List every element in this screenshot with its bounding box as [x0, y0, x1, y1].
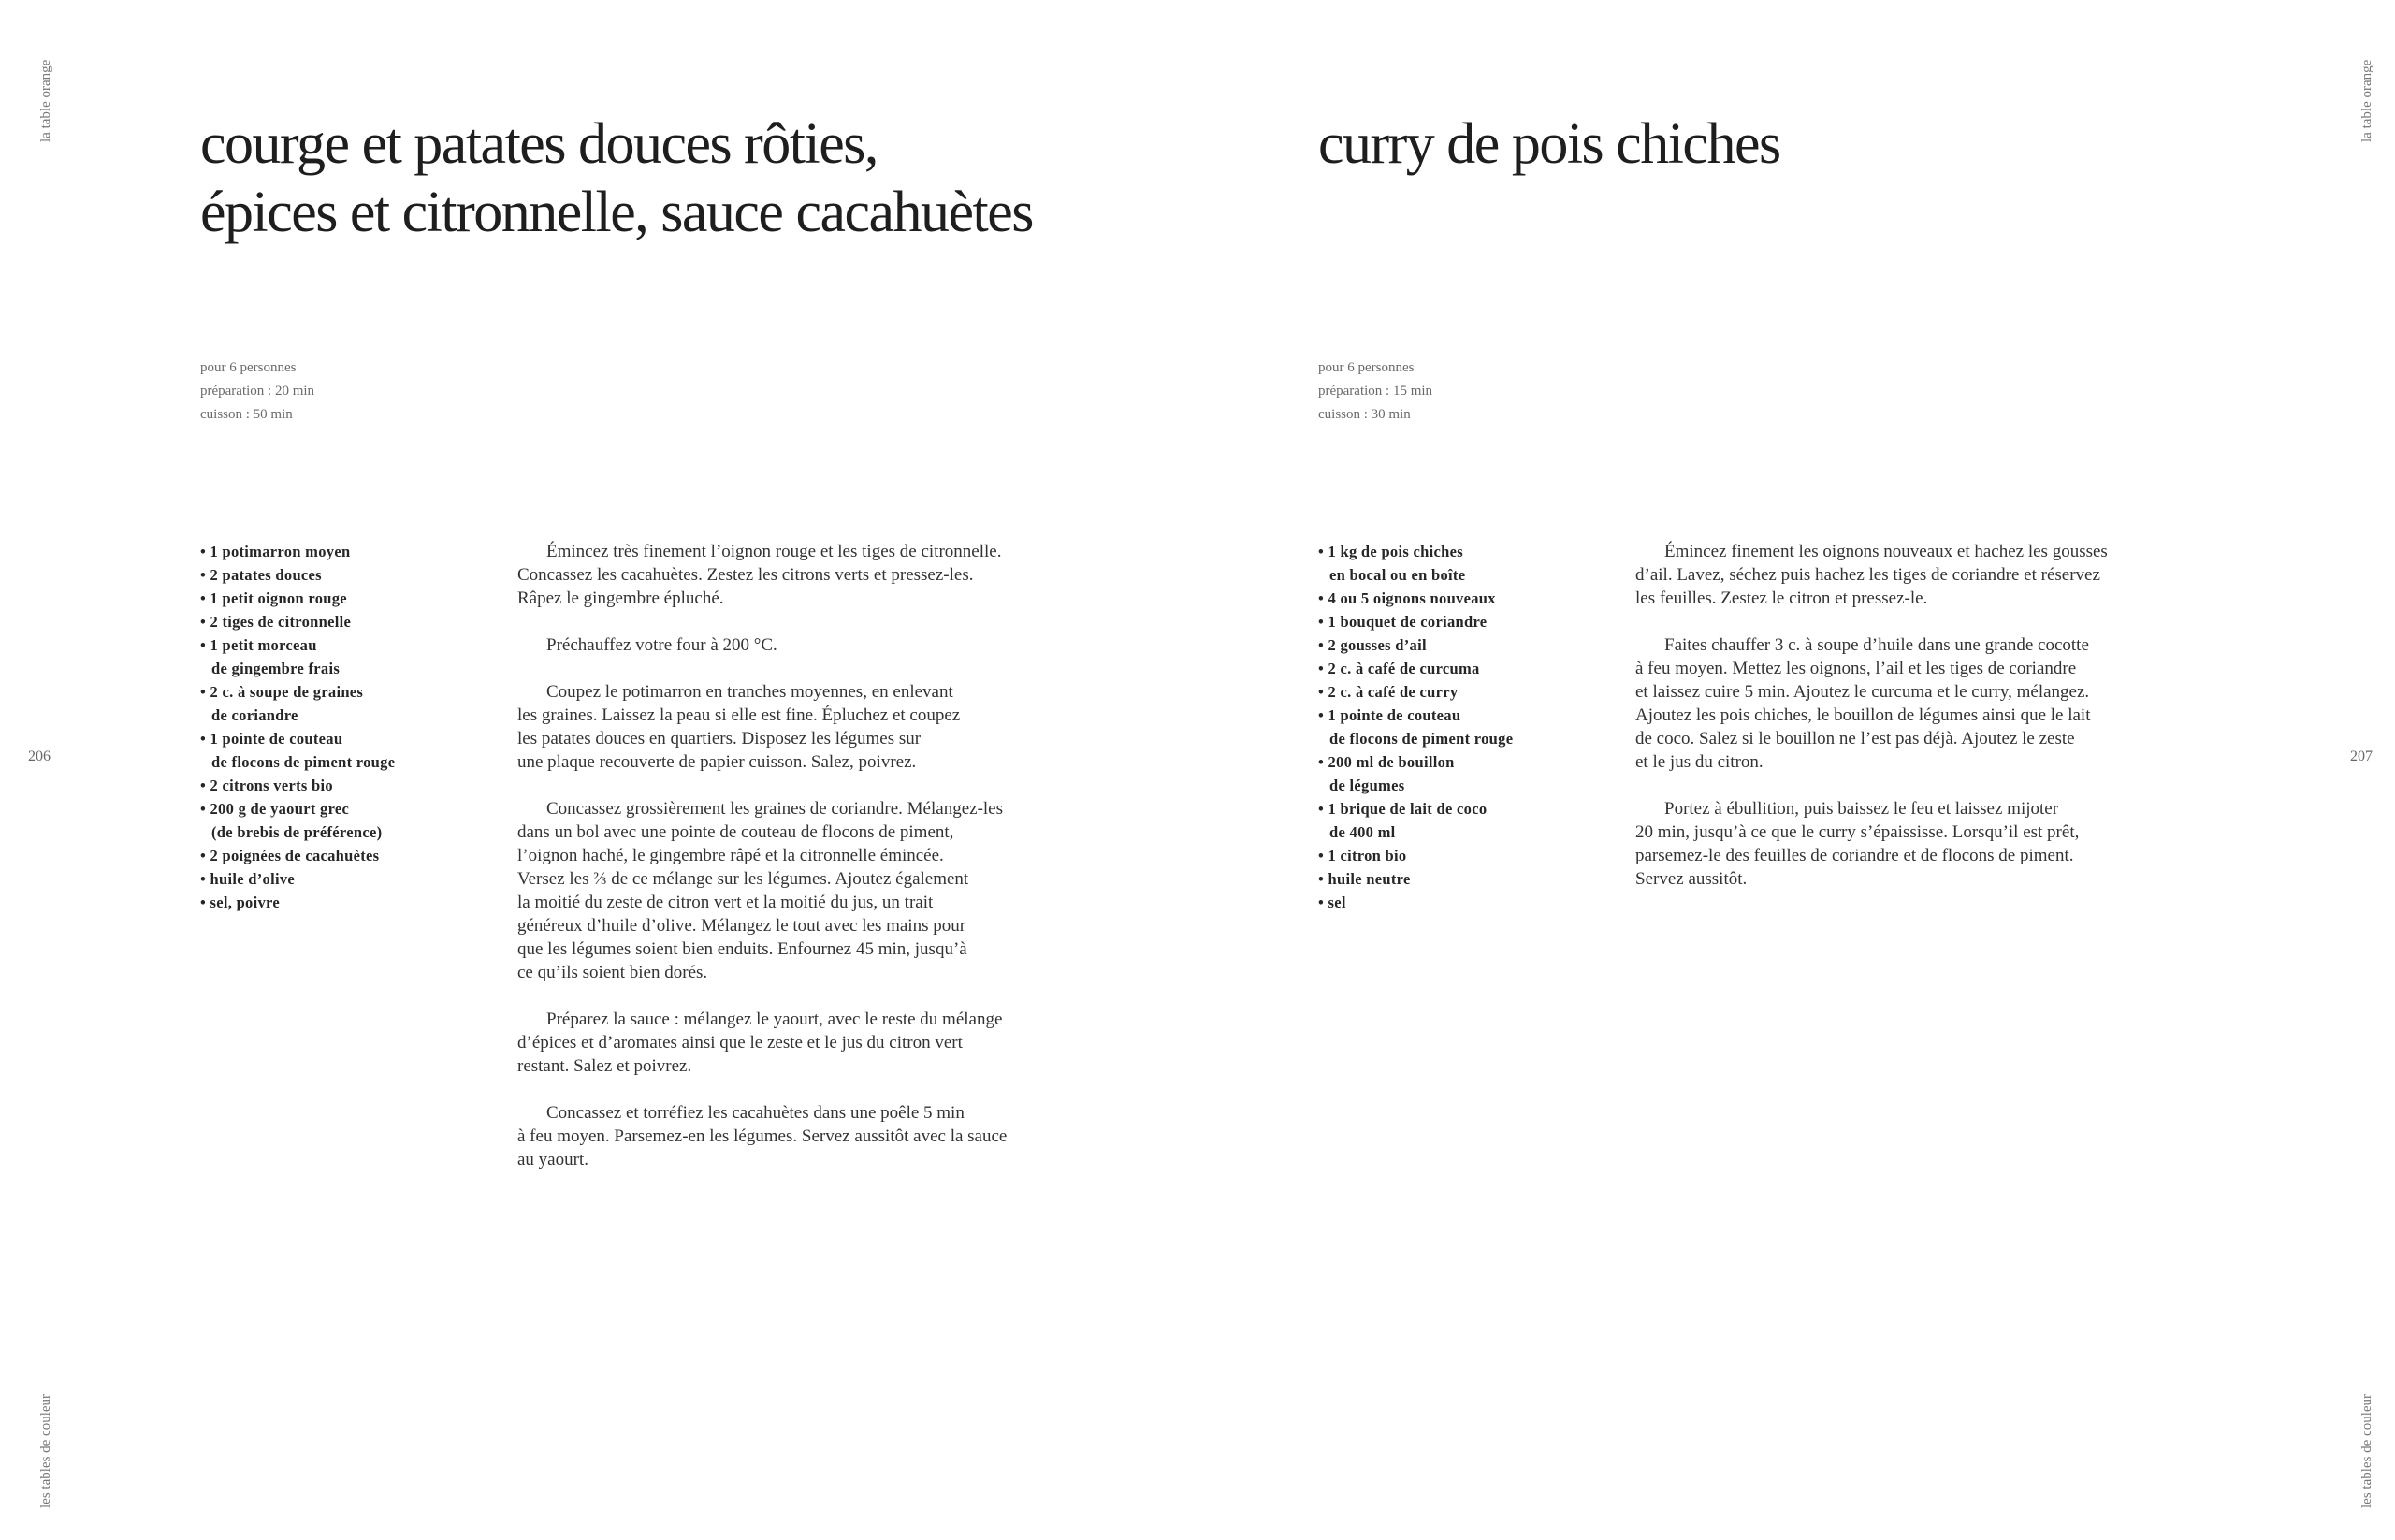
method-line: d’ail. Lavez, séchez puis hachez les tiges de coriandre et réservez: [1635, 565, 2100, 585]
method-line: Concassez grossièrement les graines de coriandre. Mélangez-les: [546, 799, 1003, 819]
method-step: [517, 1008, 1007, 1078]
ingredient-item: [1318, 610, 1513, 633]
top-side-label: la table orange: [2359, 59, 2374, 142]
ingredient-text: • 1 pointe de couteau: [1318, 706, 1461, 724]
ingredient-text: • 1 kg de pois chiches: [1318, 543, 1463, 560]
ingredient-text: • 2 c. à café de curcuma: [1318, 660, 1480, 677]
ingredient-text: • 2 c. à café de curry: [1318, 683, 1459, 701]
method-line: 20 min, jusqu’à ce que le curry s’épaississe. Lorsqu’il est prêt,: [1635, 822, 2080, 842]
ingredient-item: [200, 844, 395, 867]
preparation-time: préparation : 20 min: [200, 384, 315, 399]
ingredient-item: [200, 610, 395, 633]
recipe-title: [200, 110, 1033, 247]
ingredient-item: [200, 774, 395, 797]
ingredient-text: • 1 brique de lait de coco: [1318, 800, 1488, 818]
ingredient-item: [200, 633, 395, 680]
method-step: [517, 540, 1007, 610]
ingredient-text: • 1 pointe de couteau: [200, 730, 343, 748]
method-step: [1635, 633, 2108, 774]
method-text: [1635, 540, 2108, 914]
ingredient-text: • 2 patates douces: [200, 566, 322, 584]
method-step: [517, 1101, 1007, 1171]
method-line: Coupez le potimarron en tranches moyennes, en enlevant: [546, 682, 953, 702]
method-step: [517, 797, 1007, 984]
method-line: Portez à ébullition, puis baissez le feu et laissez mijoter: [1664, 799, 2059, 819]
recipe-title-line: épices et citronnelle, sauce cacahuètes: [200, 181, 1033, 244]
right-page: [1198, 0, 2395, 1540]
method-text: [517, 540, 1007, 1195]
ingredient-text-continued: de 400 ml: [1329, 823, 1396, 841]
method-line: Ajoutez les pois chiches, le bouillon de légumes ainsi que le lait: [1635, 705, 2091, 725]
ingredient-item: [1318, 680, 1513, 704]
servings: pour 6 personnes: [200, 360, 297, 375]
method-line: généreux d’huile d’olive. Mélangez le tout avec les mains pour: [517, 916, 966, 936]
ingredient-item: [1318, 587, 1513, 610]
method-line: au yaourt.: [517, 1150, 588, 1170]
ingredient-text-continued: de coriandre: [211, 706, 298, 724]
recipe-meta: [1318, 356, 1432, 427]
recipe-title-line: curry de pois chiches: [1318, 112, 1780, 176]
ingredient-item: [200, 563, 395, 587]
method-line: Versez les ⅔ de ce mélange sur les légumes. Ajoutez également: [517, 869, 969, 889]
ingredient-item: [1318, 844, 1513, 867]
ingredient-item: [200, 540, 395, 563]
ingredient-item: [1318, 750, 1513, 797]
method-step: [1635, 540, 2108, 610]
ingredient-list: [200, 540, 395, 914]
ingredient-item: [200, 680, 395, 727]
method-line: de coco. Salez si le bouillon ne l’est pas déjà. Ajoutez le zeste: [1635, 729, 2075, 748]
ingredient-text-continued: de flocons de piment rouge: [211, 753, 396, 771]
method-line: d’épices et d’aromates ainsi que le zeste et le jus du citron vert: [517, 1033, 963, 1053]
ingredient-text: • sel, poivre: [200, 893, 280, 911]
ingredient-text: • sel: [1318, 893, 1346, 911]
ingredient-item: [200, 867, 395, 891]
ingredient-text: • huile neutre: [1318, 870, 1411, 888]
method-line: et le jus du citron.: [1635, 752, 1764, 772]
method-line: l’oignon haché, le gingembre râpé et la citronnelle émincée.: [517, 846, 944, 865]
ingredient-text: • 1 potimarron moyen: [200, 543, 351, 560]
ingredient-text: • 1 citron bio: [1318, 847, 1407, 864]
ingredient-text: • 4 ou 5 oignons nouveaux: [1318, 589, 1496, 607]
ingredient-text-continued: de flocons de piment rouge: [1329, 730, 1514, 748]
bottom-side-label: les tables de couleur: [38, 1393, 53, 1508]
ingredient-text: • 200 g de yaourt grec: [200, 800, 350, 818]
cooking-time: cuisson : 30 min: [1318, 407, 1411, 422]
method-line: Concassez et torréfiez les cacahuètes dans une poêle 5 min: [546, 1103, 965, 1123]
ingredient-text: • 200 ml de bouillon: [1318, 753, 1455, 771]
ingredient-text-continued: en bocal ou en boîte: [1329, 566, 1466, 584]
ingredient-item: [1318, 540, 1513, 587]
ingredient-item: [1318, 657, 1513, 680]
top-side-label: la table orange: [38, 59, 53, 142]
method-step: [517, 680, 1007, 774]
method-line: Râpez le gingembre épluché.: [517, 588, 724, 608]
bottom-side-label: les tables de couleur: [2359, 1393, 2374, 1508]
servings: pour 6 personnes: [1318, 360, 1415, 375]
ingredient-list: [1318, 540, 1513, 914]
method-line: Faites chauffer 3 c. à soupe d’huile dans une grande cocotte: [1664, 635, 2089, 655]
ingredient-text: • 1 petit oignon rouge: [200, 589, 347, 607]
method-line: Émincez finement les oignons nouveaux et hachez les gousses: [1664, 542, 2108, 561]
ingredient-text: • 2 tiges de citronnelle: [200, 613, 352, 631]
method-line: ce qu’ils soient bien dorés.: [517, 963, 708, 982]
recipe-meta: [200, 356, 314, 427]
method-line: parsemez-le des feuilles de coriandre et de flocons de piment.: [1635, 846, 2074, 865]
method-line: Préchauffez votre four à 200 °C.: [546, 635, 777, 655]
cooking-time: cuisson : 50 min: [200, 407, 293, 422]
recipe-title-line: courge et patates douces rôties,: [200, 112, 878, 176]
ingredient-text: • 1 petit morceau: [200, 636, 317, 654]
method-line: les patates douces en quartiers. Disposez les légumes sur: [517, 729, 922, 748]
method-line: restant. Salez et poivrez.: [517, 1056, 692, 1076]
ingredient-item: [200, 727, 395, 774]
ingredient-item: [200, 797, 395, 844]
page-number: 207: [2350, 748, 2373, 764]
method-line: que les légumes soient bien enduits. Enfournez 45 min, jusqu’à: [517, 939, 967, 959]
method-line: Préparez la sauce : mélangez le yaourt, avec le reste du mélange: [546, 1010, 1003, 1029]
ingredient-item: [200, 891, 395, 914]
ingredient-text: • 2 gousses d’ail: [1318, 636, 1427, 654]
ingredient-text: • huile d’olive: [200, 870, 296, 888]
ingredient-text: • 2 c. à soupe de graines: [200, 683, 364, 701]
ingredient-item: [1318, 797, 1513, 844]
method-step: [1635, 797, 2108, 891]
preparation-time: préparation : 15 min: [1318, 384, 1433, 399]
ingredient-text: • 2 poignées de cacahuètes: [200, 847, 380, 864]
ingredient-item: [1318, 633, 1513, 657]
method-step: [517, 633, 1007, 657]
ingredient-text-continued: (de brebis de préférence): [211, 823, 383, 841]
ingredient-text: • 1 bouquet de coriandre: [1318, 613, 1488, 631]
ingredient-item: [1318, 867, 1513, 891]
recipe-title: [1318, 110, 1780, 179]
ingredient-item: [1318, 891, 1513, 914]
page-number: 206: [28, 748, 51, 764]
ingredient-item: [1318, 704, 1513, 750]
method-line: et laissez cuire 5 min. Ajoutez le curcuma et le curry, mélangez.: [1635, 682, 2090, 702]
method-line: une plaque recouverte de papier cuisson. Salez, poivrez.: [517, 752, 917, 772]
ingredient-text: • 2 citrons verts bio: [200, 777, 333, 794]
method-line: la moitié du zeste de citron vert et la moitié du jus, un trait: [517, 893, 934, 912]
method-line: Émincez très finement l’oignon rouge et les tiges de citronnelle.: [546, 542, 1002, 561]
method-line: dans un bol avec une pointe de couteau de flocons de piment,: [517, 822, 954, 842]
method-line: à feu moyen. Mettez les oignons, l’ail et les tiges de coriandre: [1635, 659, 2077, 678]
method-line: les feuilles. Zestez le citron et pressez-le.: [1635, 588, 1928, 608]
method-line: à feu moyen. Parsemez-en les légumes. Servez aussitôt avec la sauce: [517, 1126, 1008, 1146]
ingredient-item: [200, 587, 395, 610]
method-line: Servez aussitôt.: [1635, 869, 1748, 889]
ingredient-text-continued: de gingembre frais: [211, 660, 341, 677]
ingredient-text-continued: de légumes: [1329, 777, 1405, 794]
method-line: Concassez les cacahuètes. Zestez les citrons verts et pressez-les.: [517, 565, 974, 585]
method-line: les graines. Laissez la peau si elle est fine. Épluchez et coupez: [517, 705, 961, 725]
